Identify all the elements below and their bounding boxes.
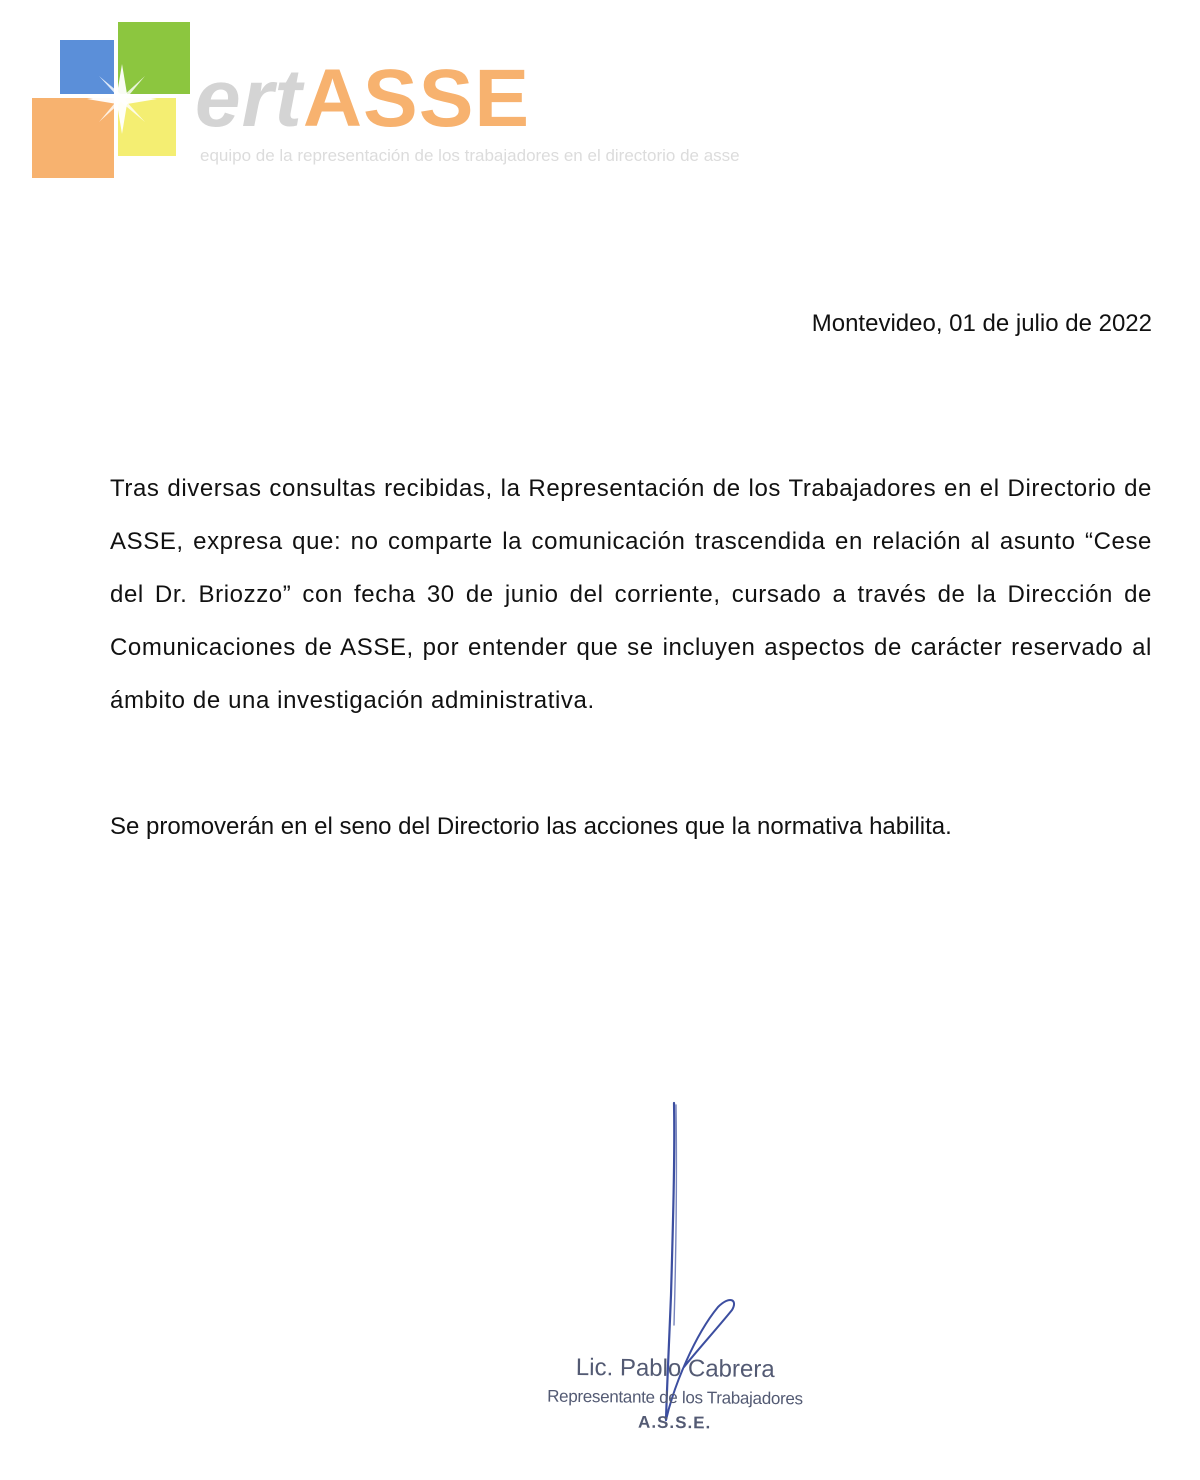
letter-body: Tras diversas consultas recibidas, la Representación de los Trabajadores en el Directorio de ASSE, expresa que: no comparte la comunicación trascendida en relación al asunto “Cese del Dr. Briozzo” con fecha 30 de junio del corriente, cursado a través de la Dirección de Comunicaciones de ASSE, por entender que se incluyen aspectos de carácter reservado al ámbito de una investigación administrativa. [110,475,1152,714]
ertasse-logo-icon [32,22,192,180]
stamp-title: Representante de los Trabajadores [547,1386,803,1409]
logo-word-ert: ert [195,53,303,144]
logo-tagline: equipo de la representación de los trabajadores en el directorio de asse [200,146,740,165]
stamp-org: A.S.S.E. [638,1412,712,1433]
logo-wordmark [195,53,531,144]
stamp-name: Lic. Pablo Cabrera [575,1353,775,1384]
logo-sparkle-icon [87,64,157,134]
logo-word-asse: ASSE [302,53,531,144]
signature-stamp [520,1353,831,1434]
letter-date: Montevideo, 01 de julio de 2022 [811,310,1152,337]
letter-closing: Se promoverán en el seno del Directorio las acciones que la normativa habilita. [110,813,952,840]
